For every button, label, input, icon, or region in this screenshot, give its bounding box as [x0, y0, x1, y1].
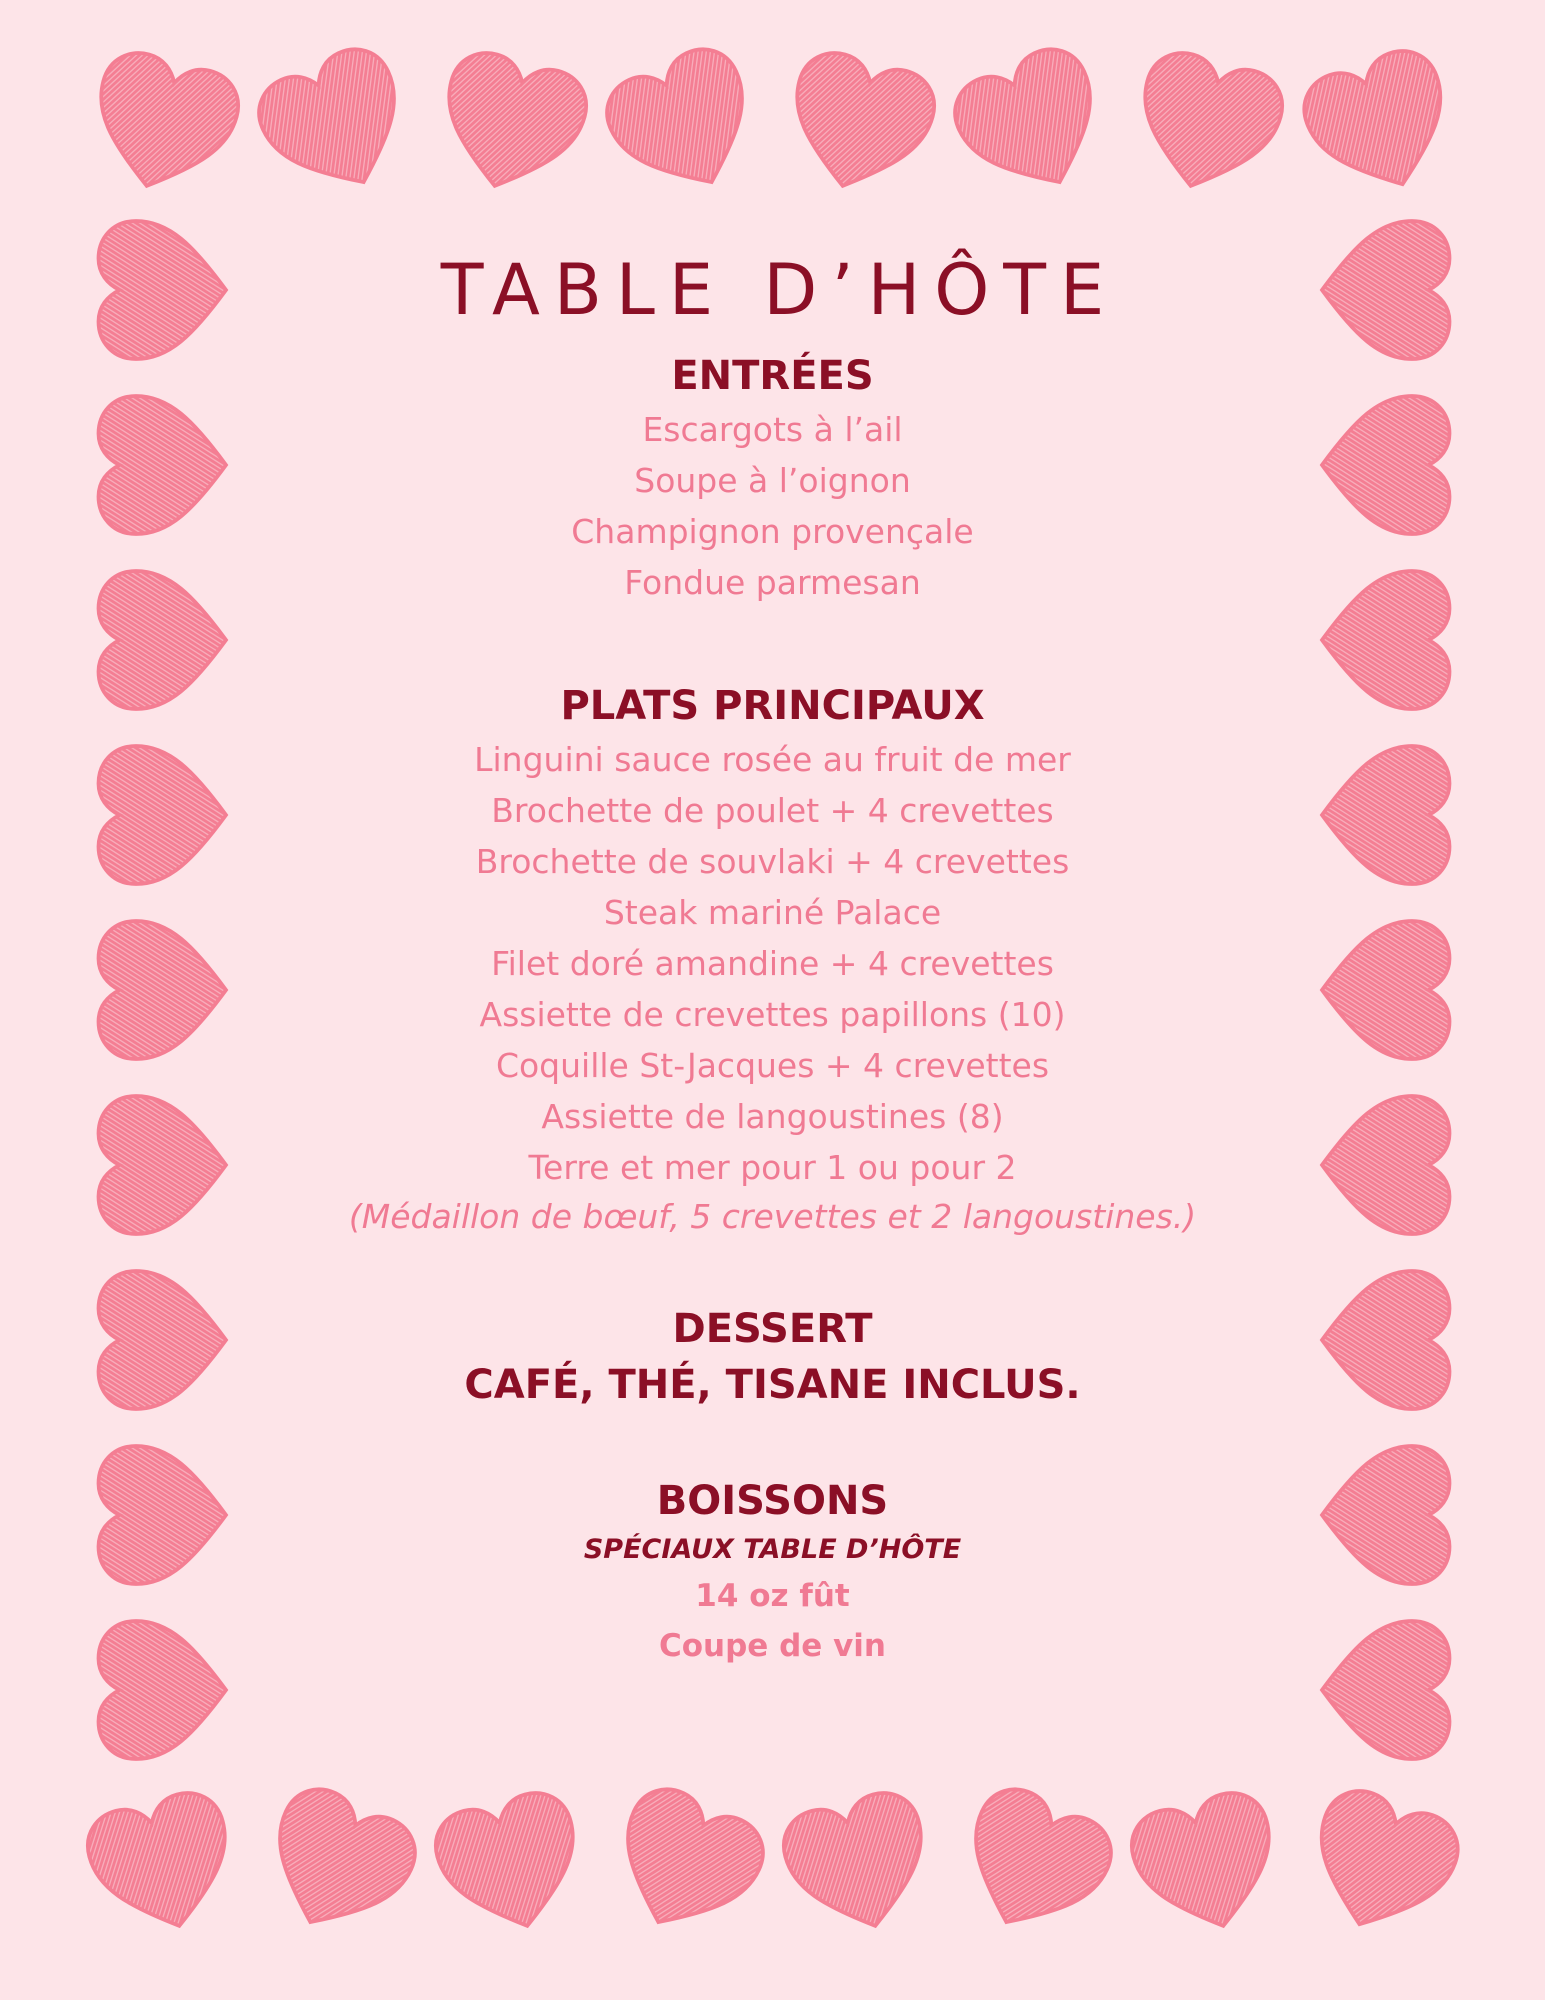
scribble-heart-icon [93, 1615, 233, 1765]
plat-item: Filet doré amandine + 4 crevettes [491, 944, 1054, 983]
scribble-heart-icon [1315, 915, 1455, 1065]
scribble-heart-icon [1315, 215, 1455, 365]
plat-item: Brochette de souvlaki + 4 crevettes [475, 842, 1070, 881]
boissons-section [250, 1473, 1295, 1671]
scribble-heart-icon [93, 390, 233, 540]
entree-item: Fondue parmesan [624, 563, 921, 602]
boisson-item: 14 oz fût [695, 1578, 850, 1614]
entree-item: Escargots à l’ail [642, 410, 903, 449]
plats-section [250, 678, 1295, 1241]
scribble-heart-icon [93, 1090, 233, 1240]
scribble-heart-icon [93, 1265, 233, 1415]
plat-item: Brochette de poulet + 4 crevettes [491, 791, 1054, 830]
entrees-section [250, 348, 1295, 608]
scribble-heart-icon [93, 565, 233, 715]
scribble-heart-icon [1315, 1440, 1455, 1590]
plat-item: Assiette de crevettes papillons (10) [479, 995, 1066, 1034]
scribble-heart-icon [72, 38, 253, 212]
scribble-heart-icon [1315, 1615, 1455, 1765]
scribble-heart-icon [1315, 740, 1455, 890]
plat-item: Steak mariné Palace [603, 893, 942, 932]
scribble-heart-icon [72, 1778, 253, 1952]
dessert-section [250, 1301, 1295, 1413]
scribble-heart-icon [420, 1778, 601, 1952]
plats-heading: PLATS PRINCIPAUX [560, 683, 985, 729]
scribble-heart-icon [768, 38, 949, 212]
scribble-heart-icon [587, 30, 782, 220]
scribble-heart-icon [768, 1778, 949, 1952]
scribble-heart-icon [239, 1770, 434, 1960]
scribble-heart-icon [93, 915, 233, 1065]
scribble-heart-icon [1116, 1778, 1297, 1952]
menu-title: TABLE D’HÔTE [440, 249, 1119, 331]
scribble-heart-icon [1116, 38, 1297, 212]
boissons-heading: BOISSONS [656, 1478, 889, 1524]
plat-note: (Médaillon de bœuf, 5 crevettes et 2 langoustines.) [348, 1197, 1197, 1236]
plat-item: Coquille St-Jacques + 4 crevettes [495, 1046, 1050, 1085]
scribble-heart-icon [1287, 34, 1476, 217]
entrees-heading: ENTRÉES [671, 353, 874, 399]
plat-item: Linguini sauce rosée au fruit de mer [474, 740, 1071, 779]
scribble-heart-icon [239, 30, 434, 220]
scribble-heart-icon [935, 1770, 1130, 1960]
plat-item: Terre et mer pour 1 ou pour 2 [528, 1148, 1017, 1187]
dessert-heading: DESSERT [672, 1306, 873, 1352]
scribble-heart-icon [1287, 1774, 1476, 1957]
entree-item: Soupe à l’oignon [634, 461, 911, 500]
plat-item: Assiette de langoustines (8) [541, 1097, 1004, 1136]
scribble-heart-icon [93, 215, 233, 365]
scribble-heart-icon [93, 1440, 233, 1590]
scribble-heart-icon [1315, 565, 1455, 715]
scribble-heart-icon [1315, 390, 1455, 540]
dessert-subline: CAFÉ, THÉ, TISANE INCLUS. [464, 1362, 1081, 1408]
entree-item: Champignon provençale [571, 512, 974, 551]
scribble-heart-icon [1315, 1265, 1455, 1415]
scribble-heart-icon [1315, 1090, 1455, 1240]
boissons-subheading: SPÉCIAUX TABLE D’HÔTE [583, 1534, 962, 1565]
scribble-heart-icon [420, 38, 601, 212]
scribble-heart-icon [587, 1770, 782, 1960]
boisson-item: Coupe de vin [658, 1628, 887, 1664]
scribble-heart-icon [935, 30, 1130, 220]
menu-content [250, 240, 1295, 1671]
scribble-heart-icon [93, 740, 233, 890]
